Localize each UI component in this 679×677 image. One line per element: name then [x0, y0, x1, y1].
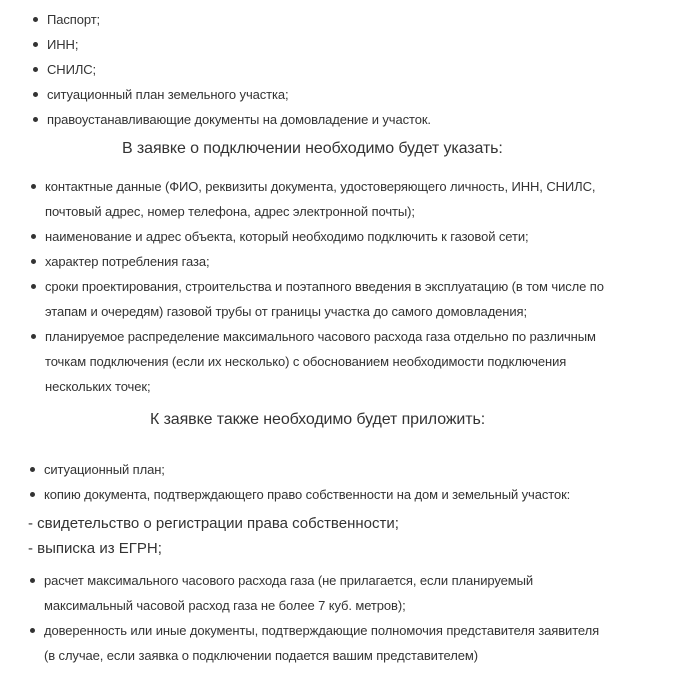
- list-item: ИНН;: [47, 32, 647, 57]
- list-item: ситуационный план земельного участка;: [47, 82, 647, 107]
- list-item: контактные данные (ФИО, реквизиты документа, удостоверяющего личность, ИНН, СНИЛС, почтовый адрес, номер телефона, адрес электронной почты);: [45, 174, 605, 224]
- list-item: наименование и адрес объекта, который необходимо подключить к газовой сети;: [45, 224, 605, 249]
- list-item: сроки проектирования, строительства и поэтапного введения в эксплуатацию (в том числе по этапам и очередям) газовой трубы от границы участка до самого домовладения;: [45, 274, 605, 324]
- list-item: расчет максимального часового расхода газа (не прилагается, если планируемый максимальный часовой расход газа не более 7 куб. метров);: [44, 568, 604, 618]
- list-item: правоустанавливающие документы на домовладение и участок.: [47, 107, 647, 132]
- egrn-extract-subitem: - выписка из ЕГРН;: [28, 540, 162, 557]
- application-contents-list: [45, 174, 605, 399]
- list-item: СНИЛС;: [47, 57, 647, 82]
- list-item: Паспорт;: [47, 7, 647, 32]
- attachments-list: [44, 457, 644, 507]
- list-item: ситуационный план;: [44, 457, 644, 482]
- ownership-certificate-subitem: - свидетельство о регистрации права собственности;: [28, 515, 399, 532]
- attachments-list-continued: [44, 568, 604, 668]
- list-item: копию документа, подтверждающего право собственности на дом и земельный участок:: [44, 482, 644, 507]
- attachments-heading: К заявке также необходимо будет приложить:: [150, 411, 486, 428]
- list-item: характер потребления газа;: [45, 249, 605, 274]
- list-item: планируемое распределение максимального часового расхода газа отдельно по различным точкам подключения (если их несколько) с обоснованием необходимости подключения нескольких точек;: [45, 324, 605, 399]
- list-item: доверенность или иные документы, подтверждающие полномочия представителя заявителя (в случае, если заявка о подключении подается вашим представителем): [44, 618, 604, 668]
- application-contents-heading: В заявке о подключении необходимо будет указать:: [122, 140, 503, 157]
- required-documents-list: [47, 7, 647, 132]
